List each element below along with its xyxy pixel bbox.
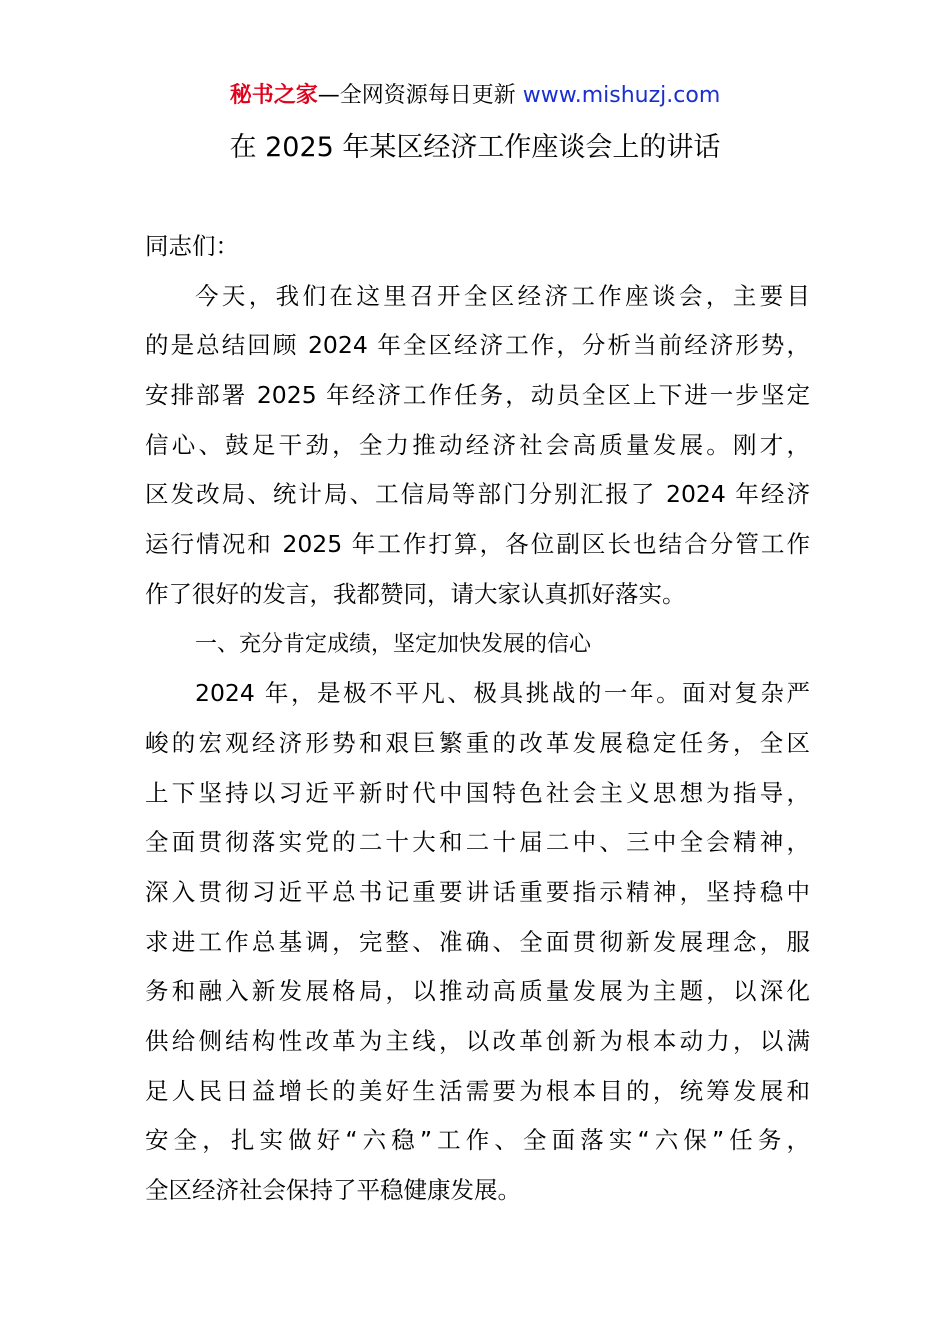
salutation: 同志们： (145, 232, 239, 260)
section-heading: 一、充分肯定成绩，坚定加快发展的信心 (195, 631, 592, 657)
document-body (145, 222, 810, 1216)
paragraph-line: 安排部署 2025 年经济工作任务，动员全区上下进一步坚定 (145, 381, 810, 410)
paragraph-line: 深入贯彻习近平总书记重要讲话重要指示精神，坚持稳中 (145, 877, 810, 906)
paragraph-line: 的是总结回顾 2024 年全区经济工作，分析当前经济形势， (145, 331, 810, 360)
paragraph-line: 务和融入新发展格局，以推动高质量发展为主题，以深化 (145, 977, 810, 1006)
paragraph-line: 峻的宏观经济形势和艰巨繁重的改革发展稳定任务，全区 (145, 728, 810, 757)
paragraph-line: 作了很好的发言，我都赞同，请大家认真抓好落实。 (145, 579, 686, 608)
paragraph-line: 全区经济社会保持了平稳健康发展。 (145, 1176, 521, 1205)
paragraph-line: 供给侧结构性改革为主线，以改革创新为根本动力，以满 (145, 1027, 810, 1055)
paragraph-line: 今天，我们在这里召开全区经济工作座谈会，主要目 (195, 281, 810, 310)
site-url-link[interactable]: www.mishuzj.com (522, 83, 721, 108)
site-brand: 秘书之家 (229, 83, 318, 108)
paragraph-line: 信心、鼓足干劲，全力推动经济社会高质量发展。刚才， (145, 430, 810, 459)
paragraph-line: 上下坚持以习近平新时代中国特色社会主义思想为指导， (145, 778, 810, 807)
paragraph-line: 区发改局、统计局、工信局等部门分别汇报了 2024 年经济 (145, 480, 810, 509)
paragraph-line: 2024 年，是极不平凡、极具挑战的一年。面对复杂严 (195, 679, 810, 708)
paragraph-line: 求进工作总基调，完整、准确、全面贯彻新发展理念，服 (145, 927, 810, 956)
paragraph-line: 运行情况和 2025 年工作打算，各位副区长也结合分管工作 (145, 530, 810, 559)
paragraph-line: 足人民日益增长的美好生活需要为根本目的，统筹发展和 (145, 1076, 810, 1105)
paragraph-line: 安全，扎实做好“六稳”工作、全面落实“六保”任务， (145, 1126, 810, 1155)
document-title: 在 2025 年某区经济工作座谈会上的讲话 (229, 132, 721, 163)
site-tagline: —全网资源每日更新 (317, 83, 523, 108)
paragraph-line: 全面贯彻落实党的二十大和二十届二中、三中全会精神， (145, 828, 810, 857)
site-banner (0, 80, 950, 112)
